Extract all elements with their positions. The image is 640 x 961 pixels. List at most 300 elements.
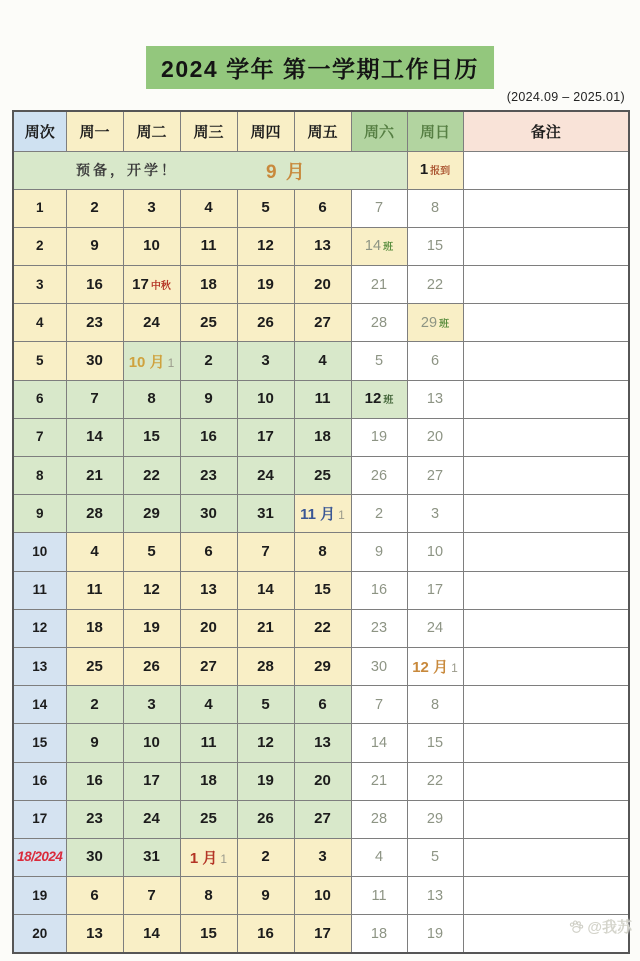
day-cell-value: 21 xyxy=(86,466,103,484)
day-cell xyxy=(407,647,463,685)
day-cell xyxy=(294,495,351,533)
day-cell xyxy=(351,877,407,915)
day-cell-value: 16 xyxy=(86,275,103,293)
day-cell-suffix: 中秋 xyxy=(150,280,171,292)
day-cell xyxy=(237,762,294,800)
day-cell-value: 10 xyxy=(426,543,444,560)
day-cell-value: 23 xyxy=(370,620,388,637)
day-cell xyxy=(351,380,407,418)
day-cell xyxy=(237,304,294,342)
day-cell-value: 4 xyxy=(374,849,384,866)
day-cell xyxy=(123,227,180,265)
day-cell xyxy=(237,800,294,838)
week-number-cell-value: 6 xyxy=(35,391,44,407)
day-cell xyxy=(351,266,407,304)
day-cell-value: 17 xyxy=(426,582,444,599)
day-cell xyxy=(294,342,351,380)
day-cell xyxy=(407,495,463,533)
week-number-cell-value: 18/2024 xyxy=(17,849,63,865)
day-cell-value: 18 xyxy=(370,925,388,942)
day-cell xyxy=(123,457,180,495)
month-banner-row xyxy=(13,151,629,189)
day-cell-value: 11 月 xyxy=(300,506,336,524)
day-cell xyxy=(66,800,123,838)
day-cell-value: 8 xyxy=(318,542,327,560)
day-cell-value: 15 xyxy=(143,428,160,446)
day-cell xyxy=(407,609,463,647)
week-number-cell xyxy=(13,686,66,724)
day-cell-value: 1 月 xyxy=(189,849,218,867)
day-cell xyxy=(237,266,294,304)
day-cell-value: 19 xyxy=(257,772,274,790)
day-cell xyxy=(351,533,407,571)
header-wed: 周三 xyxy=(180,111,237,151)
day-cell-value: 21 xyxy=(370,773,388,790)
day-cell-value: 24 xyxy=(143,313,160,331)
day-cell xyxy=(407,151,463,189)
day-cell xyxy=(180,800,237,838)
day-cell-value: 2 xyxy=(261,848,270,866)
header-tue: 周二 xyxy=(123,111,180,151)
day-cell xyxy=(180,838,237,876)
day-cell-value: 5 xyxy=(261,695,270,713)
day-cell-value: 4 xyxy=(204,199,213,217)
day-cell xyxy=(407,686,463,724)
week-row xyxy=(13,495,629,533)
semester-start-label: 预备，开学！ xyxy=(76,162,178,179)
week-row xyxy=(13,227,629,265)
week-number-cell-value: 14 xyxy=(32,696,48,712)
day-cell-value: 21 xyxy=(370,276,388,293)
week-number-cell xyxy=(13,609,66,647)
day-cell-value: 29 xyxy=(143,504,160,522)
day-cell xyxy=(294,533,351,571)
day-cell-value: 5 xyxy=(261,199,270,217)
day-cell-value: 26 xyxy=(257,313,274,331)
day-cell-value: 13 xyxy=(426,391,444,408)
week-row xyxy=(13,418,629,456)
day-cell-value: 6 xyxy=(204,542,213,560)
week-number-cell xyxy=(13,915,66,953)
week-number-cell-value: 15 xyxy=(32,734,48,750)
note-cell xyxy=(463,151,629,189)
day-cell xyxy=(351,762,407,800)
note-cell xyxy=(463,647,629,685)
day-cell xyxy=(351,418,407,456)
day-cell xyxy=(180,495,237,533)
day-cell-value: 12 xyxy=(257,237,274,255)
day-cell-value: 17 xyxy=(132,275,149,293)
day-cell xyxy=(407,724,463,762)
week-number-cell xyxy=(13,418,66,456)
day-cell-value: 12 xyxy=(143,581,160,599)
day-cell-value: 28 xyxy=(86,504,103,522)
day-cell-value: 22 xyxy=(426,773,444,790)
week-number-cell xyxy=(13,342,66,380)
note-cell xyxy=(463,380,629,418)
day-cell-value: 13 xyxy=(426,887,444,904)
day-cell-value: 28 xyxy=(370,314,388,331)
day-cell xyxy=(294,304,351,342)
day-cell xyxy=(294,609,351,647)
week-number-cell xyxy=(13,189,66,227)
week-row xyxy=(13,266,629,304)
day-cell xyxy=(123,877,180,915)
day-cell-value: 6 xyxy=(90,886,99,904)
day-cell xyxy=(407,762,463,800)
day-cell-value: 17 xyxy=(314,924,331,942)
week-number-cell-value: 3 xyxy=(35,276,44,292)
day-cell xyxy=(237,227,294,265)
day-cell xyxy=(237,877,294,915)
day-cell xyxy=(351,800,407,838)
day-cell-value: 18 xyxy=(86,619,103,637)
day-cell xyxy=(66,571,123,609)
day-cell-value: 25 xyxy=(314,466,331,484)
day-cell xyxy=(294,227,351,265)
day-cell-value: 6 xyxy=(430,353,440,370)
day-cell xyxy=(123,915,180,953)
day-cell-value: 20 xyxy=(314,275,331,293)
day-cell-suffix: 1 xyxy=(338,508,345,523)
day-cell-value: 11 xyxy=(314,390,331,408)
day-cell-value: 26 xyxy=(370,467,388,484)
note-cell xyxy=(463,457,629,495)
day-cell xyxy=(294,647,351,685)
day-cell-value: 30 xyxy=(370,658,388,675)
day-cell-value: 25 xyxy=(200,313,217,331)
day-cell-value: 7 xyxy=(374,200,384,217)
day-cell-value: 25 xyxy=(86,657,103,675)
day-cell xyxy=(294,838,351,876)
day-cell xyxy=(123,686,180,724)
day-cell xyxy=(407,266,463,304)
day-cell-value: 14 xyxy=(257,581,274,599)
day-cell-value: 8 xyxy=(147,390,156,408)
note-cell xyxy=(463,762,629,800)
day-cell xyxy=(351,915,407,953)
date-range: (2024.09 – 2025.01) xyxy=(506,90,625,104)
day-cell-value: 9 xyxy=(90,237,99,255)
day-cell xyxy=(351,304,407,342)
week-number-cell xyxy=(13,877,66,915)
day-cell-value: 8 xyxy=(204,886,213,904)
day-cell-value: 4 xyxy=(90,542,99,560)
note-cell xyxy=(463,342,629,380)
day-cell xyxy=(237,380,294,418)
day-cell xyxy=(180,571,237,609)
day-cell-value: 5 xyxy=(430,849,440,866)
month-label-september: 9 月 xyxy=(266,161,307,183)
day-cell xyxy=(351,686,407,724)
day-cell xyxy=(180,609,237,647)
note-cell xyxy=(463,609,629,647)
day-cell-suffix: 班 xyxy=(383,395,394,407)
week-number-cell xyxy=(13,304,66,342)
day-cell xyxy=(351,838,407,876)
day-cell xyxy=(407,304,463,342)
day-cell-suffix: 班 xyxy=(439,318,450,330)
day-cell xyxy=(180,380,237,418)
day-cell-value: 10 月 xyxy=(128,353,165,371)
day-cell-value: 29 xyxy=(420,314,438,331)
day-cell xyxy=(351,227,407,265)
day-cell xyxy=(123,762,180,800)
day-cell-value: 16 xyxy=(200,428,217,446)
day-cell-value: 6 xyxy=(318,199,327,217)
day-cell xyxy=(407,533,463,571)
day-cell-suffix: 1 xyxy=(220,851,228,866)
day-cell-value: 23 xyxy=(86,810,103,828)
day-cell-value: 17 xyxy=(143,772,160,790)
week-row xyxy=(13,877,629,915)
week-number-cell-value: 16 xyxy=(32,773,48,789)
week-number-cell xyxy=(13,571,66,609)
day-cell-value: 24 xyxy=(257,466,274,484)
day-cell-value: 25 xyxy=(200,810,217,828)
day-cell xyxy=(407,571,463,609)
day-cell xyxy=(180,457,237,495)
week-number-cell xyxy=(13,838,66,876)
day-cell-value: 11 xyxy=(371,887,387,904)
day-cell xyxy=(180,266,237,304)
week-row xyxy=(13,342,629,380)
note-cell xyxy=(463,495,629,533)
day-cell xyxy=(123,838,180,876)
day-cell xyxy=(180,304,237,342)
day-cell xyxy=(123,189,180,227)
day-cell xyxy=(66,304,123,342)
week-number-cell xyxy=(13,380,66,418)
day-cell-value: 23 xyxy=(200,466,217,484)
day-cell xyxy=(123,266,180,304)
day-cell-value: 28 xyxy=(257,657,274,675)
header-week: 周次 xyxy=(13,111,66,151)
header-sun: 周日 xyxy=(407,111,463,151)
day-cell xyxy=(294,457,351,495)
week-row xyxy=(13,762,629,800)
day-cell-value: 10 xyxy=(314,886,331,904)
day-cell-value: 23 xyxy=(86,313,103,331)
day-cell xyxy=(180,189,237,227)
day-cell-value: 11 xyxy=(200,733,217,751)
week-row xyxy=(13,609,629,647)
day-cell xyxy=(66,647,123,685)
week-number-cell-value: 11 xyxy=(32,582,47,598)
week-number-cell xyxy=(13,266,66,304)
day-cell-value: 1 xyxy=(419,161,429,179)
day-cell-value: 20 xyxy=(200,619,217,637)
week-number-cell-value: 8 xyxy=(35,467,44,483)
header-thu: 周四 xyxy=(237,111,294,151)
day-cell xyxy=(180,342,237,380)
week-number-cell-value: 12 xyxy=(32,620,48,636)
day-cell-value: 30 xyxy=(86,352,103,370)
day-cell-value: 22 xyxy=(314,619,331,637)
day-cell-value: 21 xyxy=(257,619,274,637)
header-fri: 周五 xyxy=(294,111,351,151)
day-cell xyxy=(351,609,407,647)
day-cell-value: 27 xyxy=(314,810,331,828)
day-cell-value: 12 xyxy=(257,733,274,751)
day-cell xyxy=(294,800,351,838)
day-cell xyxy=(123,724,180,762)
week-number-cell-value: 20 xyxy=(32,925,48,941)
day-cell-value: 3 xyxy=(430,505,440,522)
day-cell xyxy=(407,838,463,876)
day-cell xyxy=(237,342,294,380)
day-cell xyxy=(123,571,180,609)
day-cell-value: 9 xyxy=(90,733,99,751)
paw-icon xyxy=(568,919,584,935)
day-cell-value: 26 xyxy=(143,657,160,675)
day-cell-value: 4 xyxy=(204,695,213,713)
day-cell-value: 31 xyxy=(143,848,160,866)
week-number-cell-value: 13 xyxy=(32,658,48,674)
note-cell xyxy=(463,418,629,456)
header-sat: 周六 xyxy=(351,111,407,151)
day-cell xyxy=(66,495,123,533)
note-cell xyxy=(463,686,629,724)
day-cell xyxy=(237,609,294,647)
day-cell-value: 13 xyxy=(314,733,331,751)
day-cell xyxy=(237,189,294,227)
september-banner xyxy=(13,151,407,189)
day-cell xyxy=(237,647,294,685)
day-cell-value: 13 xyxy=(314,237,331,255)
day-cell-value: 27 xyxy=(426,467,444,484)
day-cell xyxy=(237,724,294,762)
week-row xyxy=(13,800,629,838)
day-cell-suffix: 班 xyxy=(383,242,394,254)
day-cell xyxy=(294,266,351,304)
day-cell-value: 15 xyxy=(426,238,444,255)
day-cell xyxy=(407,877,463,915)
day-cell xyxy=(351,189,407,227)
header-note: 备注 xyxy=(463,111,629,151)
day-cell xyxy=(66,418,123,456)
day-cell-suffix: 1 xyxy=(451,661,458,676)
day-cell-value: 12 xyxy=(364,390,382,408)
day-cell xyxy=(123,647,180,685)
day-cell-value: 19 xyxy=(257,275,274,293)
day-cell xyxy=(66,457,123,495)
day-cell xyxy=(66,915,123,953)
day-cell xyxy=(294,686,351,724)
day-cell xyxy=(407,418,463,456)
week-row xyxy=(13,915,629,953)
calendar-table xyxy=(12,110,630,954)
day-cell-value: 18 xyxy=(200,275,217,293)
day-cell xyxy=(294,877,351,915)
watermark xyxy=(568,916,632,937)
day-cell-value: 26 xyxy=(257,810,274,828)
day-cell xyxy=(123,418,180,456)
day-cell xyxy=(123,533,180,571)
week-number-cell xyxy=(13,762,66,800)
day-cell-value: 20 xyxy=(314,772,331,790)
day-cell xyxy=(123,342,180,380)
day-cell xyxy=(66,227,123,265)
week-row xyxy=(13,838,629,876)
day-cell-value: 4 xyxy=(318,352,327,370)
day-cell xyxy=(237,457,294,495)
week-number-cell-value: 1 xyxy=(35,200,44,216)
day-cell xyxy=(294,189,351,227)
day-cell xyxy=(66,189,123,227)
week-number-cell-value: 4 xyxy=(35,314,44,330)
day-cell-value: 29 xyxy=(314,657,331,675)
day-cell xyxy=(351,342,407,380)
day-cell-value: 13 xyxy=(86,924,103,942)
day-cell xyxy=(407,189,463,227)
day-cell-value: 13 xyxy=(200,581,217,599)
note-cell xyxy=(463,189,629,227)
day-cell-value: 24 xyxy=(426,620,444,637)
day-cell xyxy=(351,495,407,533)
week-row xyxy=(13,686,629,724)
day-cell xyxy=(294,571,351,609)
day-cell xyxy=(237,838,294,876)
day-cell-value: 5 xyxy=(374,353,384,370)
day-cell-value: 2 xyxy=(204,352,213,370)
day-cell xyxy=(66,877,123,915)
day-cell-value: 18 xyxy=(200,772,217,790)
day-cell-value: 7 xyxy=(90,390,99,408)
day-cell-value: 17 xyxy=(257,428,274,446)
note-cell xyxy=(463,800,629,838)
day-cell-value: 2 xyxy=(90,199,99,217)
note-cell xyxy=(463,838,629,876)
day-cell xyxy=(123,304,180,342)
week-number-cell-value: 10 xyxy=(32,543,48,559)
week-number-cell xyxy=(13,724,66,762)
day-cell-value: 30 xyxy=(200,504,217,522)
day-cell xyxy=(294,762,351,800)
day-cell-value: 12 月 xyxy=(412,659,449,677)
day-cell-value: 9 xyxy=(261,886,270,904)
day-cell xyxy=(180,418,237,456)
day-cell-value: 30 xyxy=(86,848,103,866)
day-cell xyxy=(294,724,351,762)
week-number-cell-value: 2 xyxy=(35,238,44,254)
note-cell xyxy=(463,227,629,265)
day-cell-value: 3 xyxy=(147,199,156,217)
day-cell-value: 19 xyxy=(143,619,160,637)
day-cell xyxy=(180,762,237,800)
header-row xyxy=(13,111,629,151)
week-row xyxy=(13,647,629,685)
day-cell-suffix: 报到 xyxy=(430,166,451,178)
day-cell-value: 8 xyxy=(430,200,440,217)
week-number-cell-value: 19 xyxy=(32,887,48,903)
day-cell-suffix: 1 xyxy=(167,355,175,370)
day-cell-value: 15 xyxy=(200,924,217,942)
day-cell-value: 19 xyxy=(426,925,444,942)
day-cell-value: 27 xyxy=(200,657,217,675)
day-cell-value: 22 xyxy=(143,466,160,484)
note-cell xyxy=(463,571,629,609)
day-cell xyxy=(237,571,294,609)
day-cell-value: 15 xyxy=(426,734,444,751)
day-cell-value: 16 xyxy=(257,924,274,942)
day-cell-value: 16 xyxy=(86,772,103,790)
day-cell xyxy=(351,457,407,495)
day-cell-value: 24 xyxy=(143,810,160,828)
day-cell xyxy=(66,686,123,724)
day-cell-value: 3 xyxy=(261,352,270,370)
day-cell-value: 9 xyxy=(374,543,384,560)
